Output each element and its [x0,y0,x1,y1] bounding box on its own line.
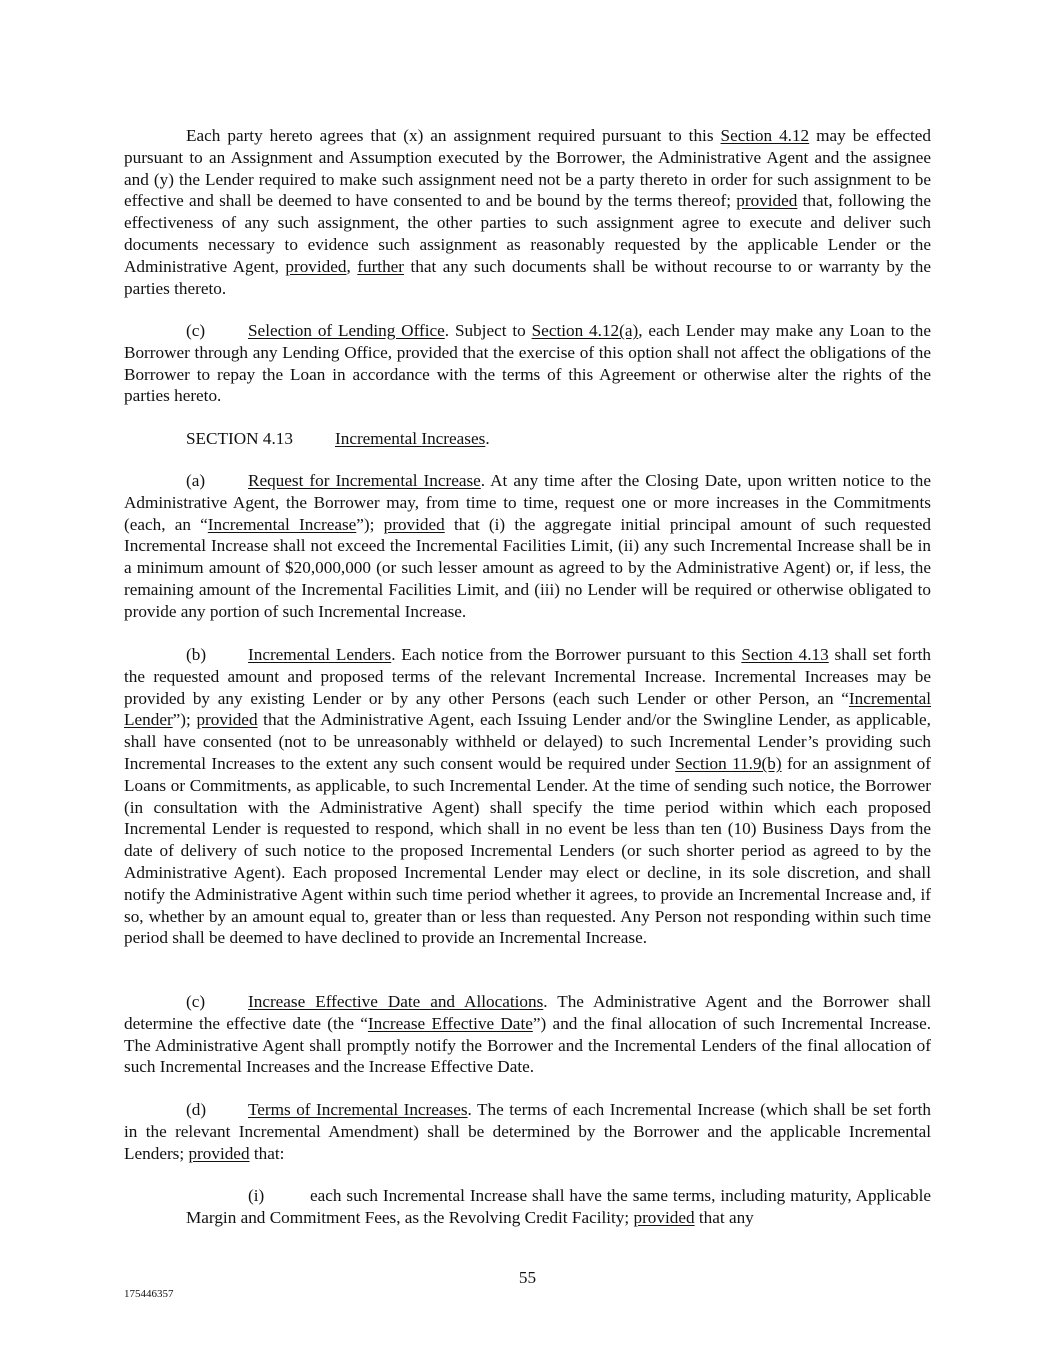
clause-title: Request for Incremental Increase [248,471,481,490]
text-run: for an assignment of Loans or Commitments, as applicable, to such Incremental Lender. At the time of sending such notice, the Borrower (in consultation with the Administrative Agent) shall specify the time period within which each proposed Incremental Lender is requested to respond, which shall in no event be less than ten (10) Business Days from the date of delivery of such notice to the proposed Incremental Lenders (or such shorter period as agreed to by the Administrative Agent). Each proposed Incremental Lender may elect or decline, in its sole discretion, and shall notify the Administrative Agent within such time period whether it agrees, to provide an Incremental Increase and, if so, whether by an amount equal to, greater than or less than requested. Any Person not responding within such time period shall be deemed to have declined to provide an Incremental Increase. [124,753,931,948]
provided-term: provided [196,710,258,730]
clause-label: (i) [248,1186,265,1205]
clause-title: Selection of Lending Office [248,321,445,340]
text-run: that, following the effectiveness of any such assignment, the other parties to such assignment agree to execute and deliver such documents necessary to evidence such assignment as reasonably requested by the applicable Lender or the Administrative Agent, [124,191,932,276]
text-run: . The terms of each Incremental Increase (which shall be set forth in the relevant Incremental Amendment) shall be determined by the Borrower and the applicable Incremental Lenders; [124,1100,931,1163]
text-run: . At any time after the Closing Date, upon written notice to the Administrative Agent, the Borrower may, from time to time, request one or more increases in the Commitments (each, an “ [124,471,931,534]
text-run: that any [694,1207,754,1227]
section-reference: Section 4.13 [741,645,829,664]
provided-term: provided [188,1143,250,1163]
section-title: Incremental Increases [335,429,486,448]
text-run: . The Administrative Agent and the Borrower shall determine the effective date (the “ [124,992,932,1033]
clause-title: Increase Effective Date and Allocations [248,992,544,1011]
paragraph-incremental-lenders [124,644,931,949]
text-run: that: [249,1143,285,1163]
text-run: , each Lender may make any Loan to the Borrower through any Lending Office, provided that the exercise of this option shall not affect the obligations of the Borrower to repay the Loan in accordance with the terms of this Agreement or otherwise alter the rights of the parties hereto. [124,321,931,406]
clause-label: (b) [186,645,207,664]
document-id: 175446357 [124,1288,174,1300]
clause-title: Incremental Lenders [248,645,392,664]
paragraph-increase-effective-date [124,991,931,1078]
text-run: . [485,429,490,448]
further-term: further [357,256,405,276]
page-number: 55 [518,1268,537,1287]
text-run: Each party hereto agrees that (x) an assignment required pursuant to this [186,126,721,145]
defined-term: Incremental Increase [207,514,357,534]
paragraph-terms-of-incremental-increases [124,1099,931,1164]
text-run: ”); [172,710,197,730]
clause-label: (c) [186,992,206,1011]
text-run: ”) and the final allocation of such Incremental Increase. The Administrative Agent shall promptly notify the Borrower and the Incremental Lenders of the final allocation of such Incremental Increases and the Increase Effective Date. [124,1013,931,1077]
clause-label: (c) [186,321,206,340]
provided-term: provided [736,191,798,211]
provided-term: provided [633,1207,695,1227]
text-run: may be effected pursuant to an Assignment and Assumption executed by the Borrower, the Administrative Agent and the assignee and (y) the Lender required to make such assignment need not be a party thereto in order for such assignment to be effective and shall be deemed to have consented to and be bound by the terms thereof; [124,126,931,211]
provided-term: provided [285,256,347,276]
provided-term: provided [383,514,445,534]
clause-label: (d) [186,1100,207,1119]
section-number: SECTION 4.13 [186,429,293,448]
text-run: that the Administrative Agent, each Issuing Lender and/or the Swingline Lender, as applicable, shall have consented (not to be unreasonably withheld or delayed) to such Incremental Lender’s providing such Incremental Increases to the extent any such consent would be required under [124,710,931,773]
paragraph-assignment-agreement [124,125,931,299]
defined-term: Increase Effective Date [367,1013,533,1033]
paragraph-selection-of-lending-office [124,320,931,407]
text-run: , [346,256,358,276]
clause-label: (a) [186,471,206,490]
section-heading [186,428,490,450]
text-run: that (i) the aggregate initial principal amount of such requested Incremental Increase shall not exceed the Incremental Facilities Limit, (ii) any such Incremental Increase shall be in a minimum amount of $20,000,000 (or such lesser amount as agreed to by the Administrative Agent) or, if less, the remaining amount of the Incremental Facilities Limit, and (iii) no Lender will be required or otherwise obligated to provide any portion of such Incremental Increase. [124,514,931,621]
defined-term: Incremental Lender [124,688,931,730]
clause-title: Terms of Incremental Increases [248,1100,468,1119]
text-run: . Each notice from the Borrower pursuant to this [391,645,742,664]
text-run: each such Incremental Increase shall have the same terms, including maturity, Applicable Margin and Commitment Fees, as the Revolving Credit Facility; [186,1186,931,1227]
text-run: shall set forth the requested amount and proposed terms of the relevant Incremental Increase. Incremental Increases may be provided by any existing Lender or by any other Persons (each such Lender or other Person, an “ [124,645,931,708]
subparagraph-i [186,1185,931,1229]
section-reference: Section 11.9(b) [675,753,782,773]
text-run: . Subject to [444,321,532,340]
paragraph-request-for-incremental-increase [124,470,931,623]
section-reference: Section 4.12 [720,126,810,145]
section-reference: Section 4.12(a) [531,321,639,340]
text-run: ”); [356,514,384,534]
text-run: that any such documents shall be without recourse to or warranty by the parties thereto. [124,256,931,298]
